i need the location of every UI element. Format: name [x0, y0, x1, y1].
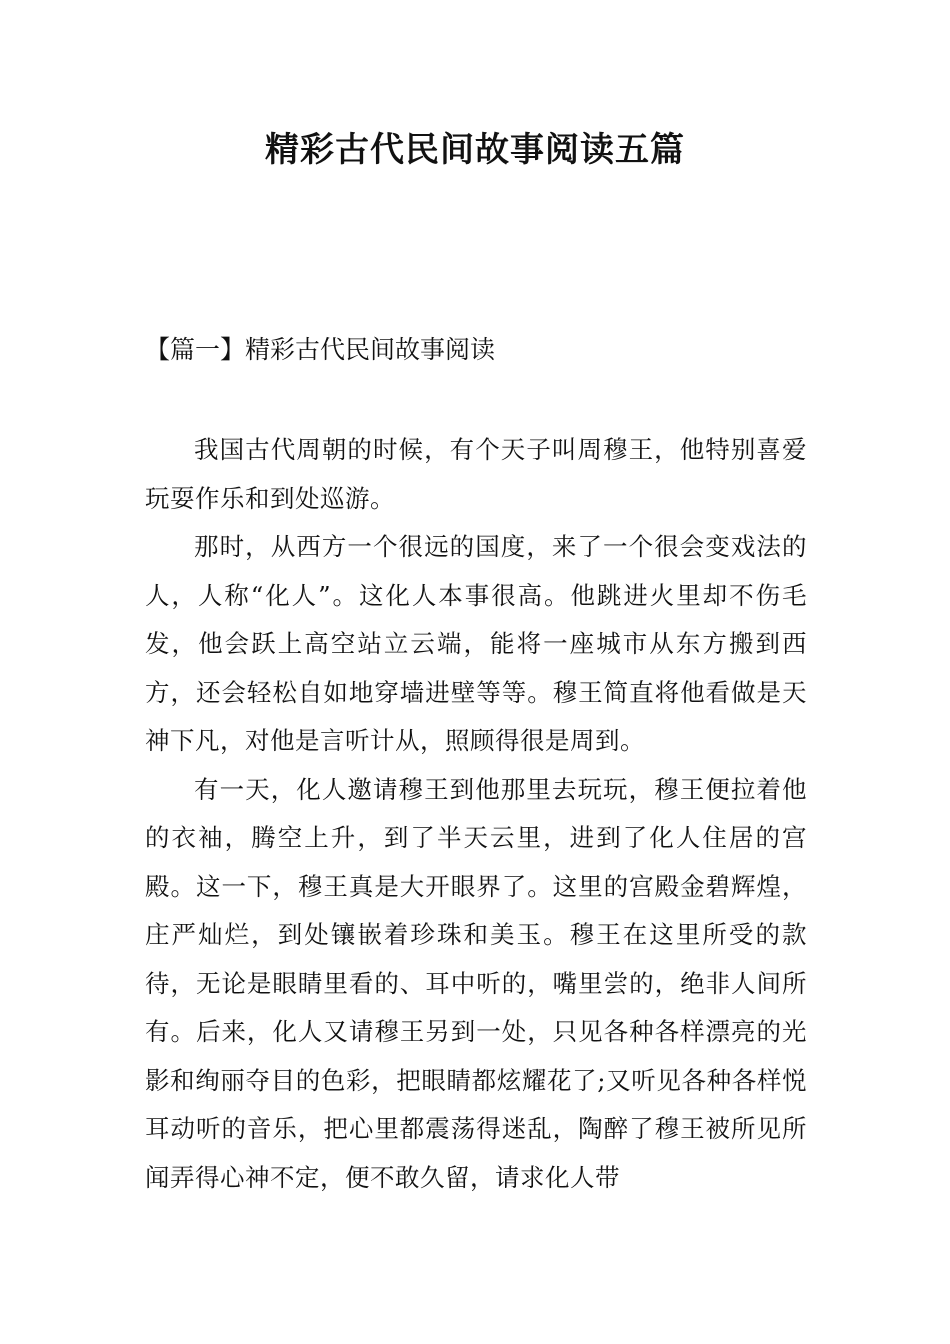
section-heading: 【篇一】精彩古代民间故事阅读 — [145, 335, 496, 364]
paragraph: 那时，从西方一个很远的国度，来了一个很会变戏法的人，人称“化人”。这化人本事很高。他跳进火里却不伤毛发，他会跃上高空站立云端，能将一座城市从东方搬到西方，还会轻松自如地穿墙进壁等等。穆王简直将他看做是天神下凡，对他是言听计从，照顾得很是周到。 — [145, 532, 807, 755]
paragraph: 我国古代周朝的时候，有个天子叫周穆王，他特别喜爱玩耍作乐和到处巡游。 — [145, 435, 807, 513]
paragraph: 有一天，化人邀请穆王到他那里去玩玩，穆王便拉着他的衣袖，腾空上升，到了半天云里，进到了化人住居的宫殿。这一下，穆王真是大开眼界了。这里的宫殿金碧辉煌，庄严灿烂，到处镶嵌着珍珠和美玉。穆王在这里所受的款待，无论是眼睛里看的、耳中听的，嘴里尝的，绝非人间所有。后来，化人又请穆王另到一处，只见各种各样漂亮的光影和绚丽夺目的色彩，把眼睛都炫耀花了;又听见各种各样悦耳动听的音乐，把心里都震荡得迷乱，陶醉了穆王被所见所闻弄得心神不定，便不敢久留，请求化人带 — [145, 774, 807, 1192]
document-title: 精彩古代民间故事阅读五篇 — [265, 130, 685, 170]
body-text — [145, 426, 807, 1202]
